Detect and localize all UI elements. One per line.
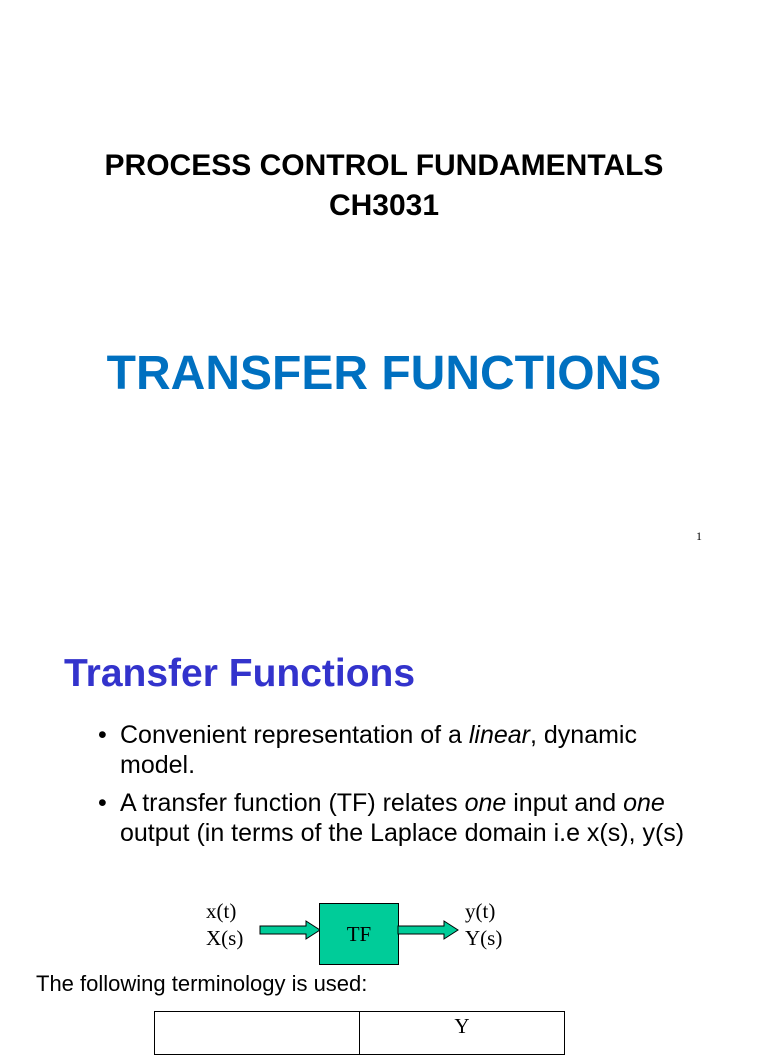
table-cell <box>155 1012 360 1055</box>
input-laplace-label: X(s) <box>206 926 244 950</box>
bullet-text: , dynamic model. <box>120 721 637 779</box>
output-arrow-shape <box>398 921 458 939</box>
course-title-line1: PROCESS CONTROL FUNDAMENTALS <box>104 149 664 182</box>
input-arrow-shape <box>260 921 320 939</box>
terminology-table <box>154 1011 565 1055</box>
terminology-intro: The following terminology is used: <box>36 971 368 996</box>
course-code: CH3031 <box>328 189 440 222</box>
output-time-label: y(t) <box>465 899 496 923</box>
table-cell: Y <box>360 1012 565 1055</box>
bullet-emphasis: one <box>464 789 507 817</box>
input-labels <box>206 898 243 952</box>
output-arrow <box>396 919 462 941</box>
slide-heading: Transfer Functions <box>64 652 416 695</box>
input-time-label: x(t) <box>206 899 237 923</box>
bullet-emphasis: one <box>623 789 665 817</box>
course-title <box>0 146 768 226</box>
output-laplace-label: Y(s) <box>465 926 503 950</box>
bullet-icon: • <box>98 721 107 749</box>
bullet-item <box>98 720 698 780</box>
page-number: 1 <box>696 529 702 543</box>
input-arrow <box>258 919 324 941</box>
bullet-icon: • <box>98 789 107 817</box>
bullet-text: input and <box>506 789 624 817</box>
bullet-list <box>98 720 698 856</box>
main-title: TRANSFER FUNCTIONS <box>106 347 662 400</box>
bullet-text: Convenient representation of a <box>120 721 469 749</box>
tf-block: TF <box>319 903 399 965</box>
bullet-text: output (in terms of the Laplace domain i.e x(s), y(s) <box>120 819 685 847</box>
bullet-emphasis: linear <box>468 721 530 749</box>
bullet-text: A transfer function (TF) relates <box>120 789 465 817</box>
bullet-item <box>98 788 698 848</box>
output-labels <box>465 898 502 952</box>
table-row <box>155 1012 565 1055</box>
